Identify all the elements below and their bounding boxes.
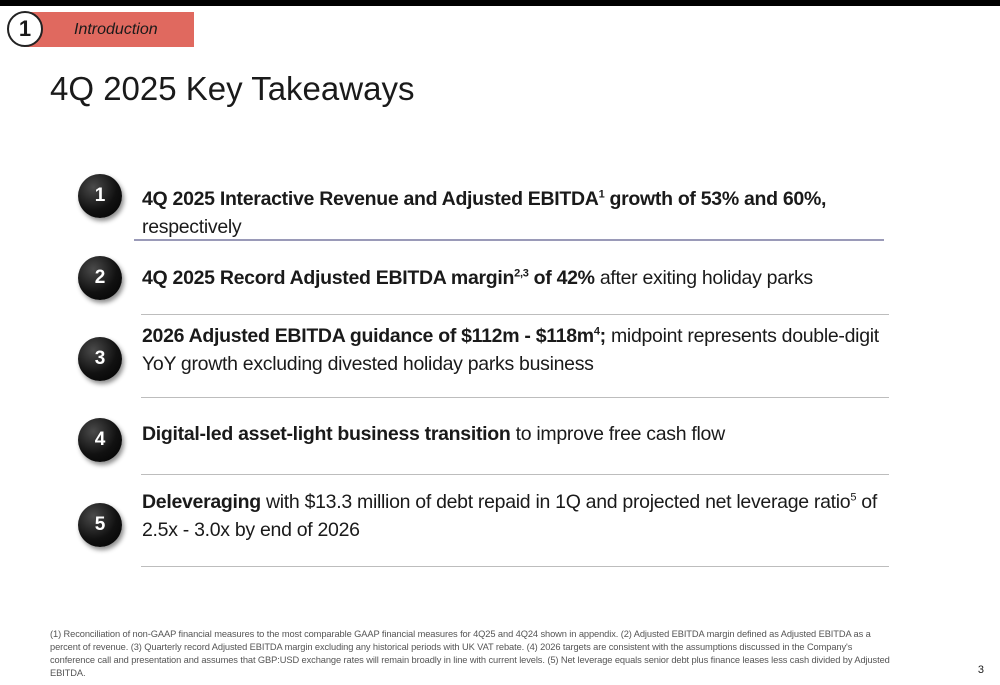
takeaway-number-badge: 4	[78, 418, 122, 462]
footnote: (1) Reconciliation of non-GAAP financial measures to the most comparable GAAP financial measures for 4Q25 and 4Q24 shown in appendix. (2) Adjusted EBITDA margin defined as Adjusted EBITDA as a percent of revenue. (3) Quarterly record Adjusted EBITDA margin excluding any historical periods with UK VAT rebate. (4) 2026 targets are consistent with the assumptions discussed in the Company's conference call and presentation and assumes that GBP:USD exchange rates will remain broadly in line with current levels. (5) Net leverage equals senior debt plus finance leases less cash divided by Adjusted EBITDA.	[50, 629, 890, 678]
divider	[141, 314, 889, 315]
takeaway-bold-text: Digital-led asset-light business transition	[142, 423, 511, 445]
takeaway-number-badge: 1	[78, 174, 122, 218]
takeaway-plain-text: after exiting holiday parks	[594, 267, 813, 289]
takeaway-bold-text: 2026 Adjusted EBITDA guidance of $112m - $118m	[142, 325, 594, 347]
takeaway-text	[142, 264, 902, 292]
takeaway-number-badge: 2	[78, 256, 122, 300]
takeaway-bold-text: of 42%	[528, 267, 595, 289]
section-tab	[26, 12, 194, 47]
page-number: 3	[977, 664, 984, 676]
section-number-badge: 1	[7, 11, 43, 47]
takeaway-plain-text: midpoint represents double-digit YoY growth excluding divested holiday parks business	[142, 325, 879, 375]
footnote-ref: 5	[850, 491, 857, 504]
divider	[141, 566, 889, 567]
takeaway-bold-text: 4Q 2025 Interactive Revenue and Adjusted EBITDA	[142, 188, 599, 210]
takeaway-plain-text: respectively	[142, 216, 242, 238]
divider	[134, 239, 884, 241]
takeaway-number-badge: 3	[78, 337, 122, 381]
divider	[141, 474, 889, 475]
divider	[141, 397, 889, 398]
takeaway-text	[142, 185, 902, 241]
takeaway-bold-text: ;	[599, 325, 606, 347]
takeaway-number-badge: 5	[78, 503, 122, 547]
page-title: 4Q 2025 Key Takeaways	[50, 70, 415, 107]
footnote-ref: 2,3	[514, 267, 529, 280]
takeaway-text	[142, 420, 902, 448]
takeaway-bold-text: growth of 53% and 60%,	[604, 188, 827, 210]
takeaway-plain-text: to improve free cash flow	[510, 423, 725, 445]
section-label: Introduction	[74, 21, 158, 38]
footnote-ref: 1	[598, 188, 605, 201]
top-bar	[0, 0, 1000, 6]
takeaway-plain-text: with $13.3 million of debt repaid in 1Q and projected net leverage ratio	[260, 491, 851, 513]
takeaway-bold-text: Deleveraging	[142, 491, 261, 513]
footnote-ref: 4	[593, 325, 600, 338]
takeaway-text	[142, 322, 887, 378]
takeaway-text	[142, 488, 902, 544]
takeaway-plain-text: of 2.5x - 3.0x by end of 2026	[142, 491, 877, 541]
takeaway-bold-text: 4Q 2025 Record Adjusted EBITDA margin	[142, 267, 515, 289]
